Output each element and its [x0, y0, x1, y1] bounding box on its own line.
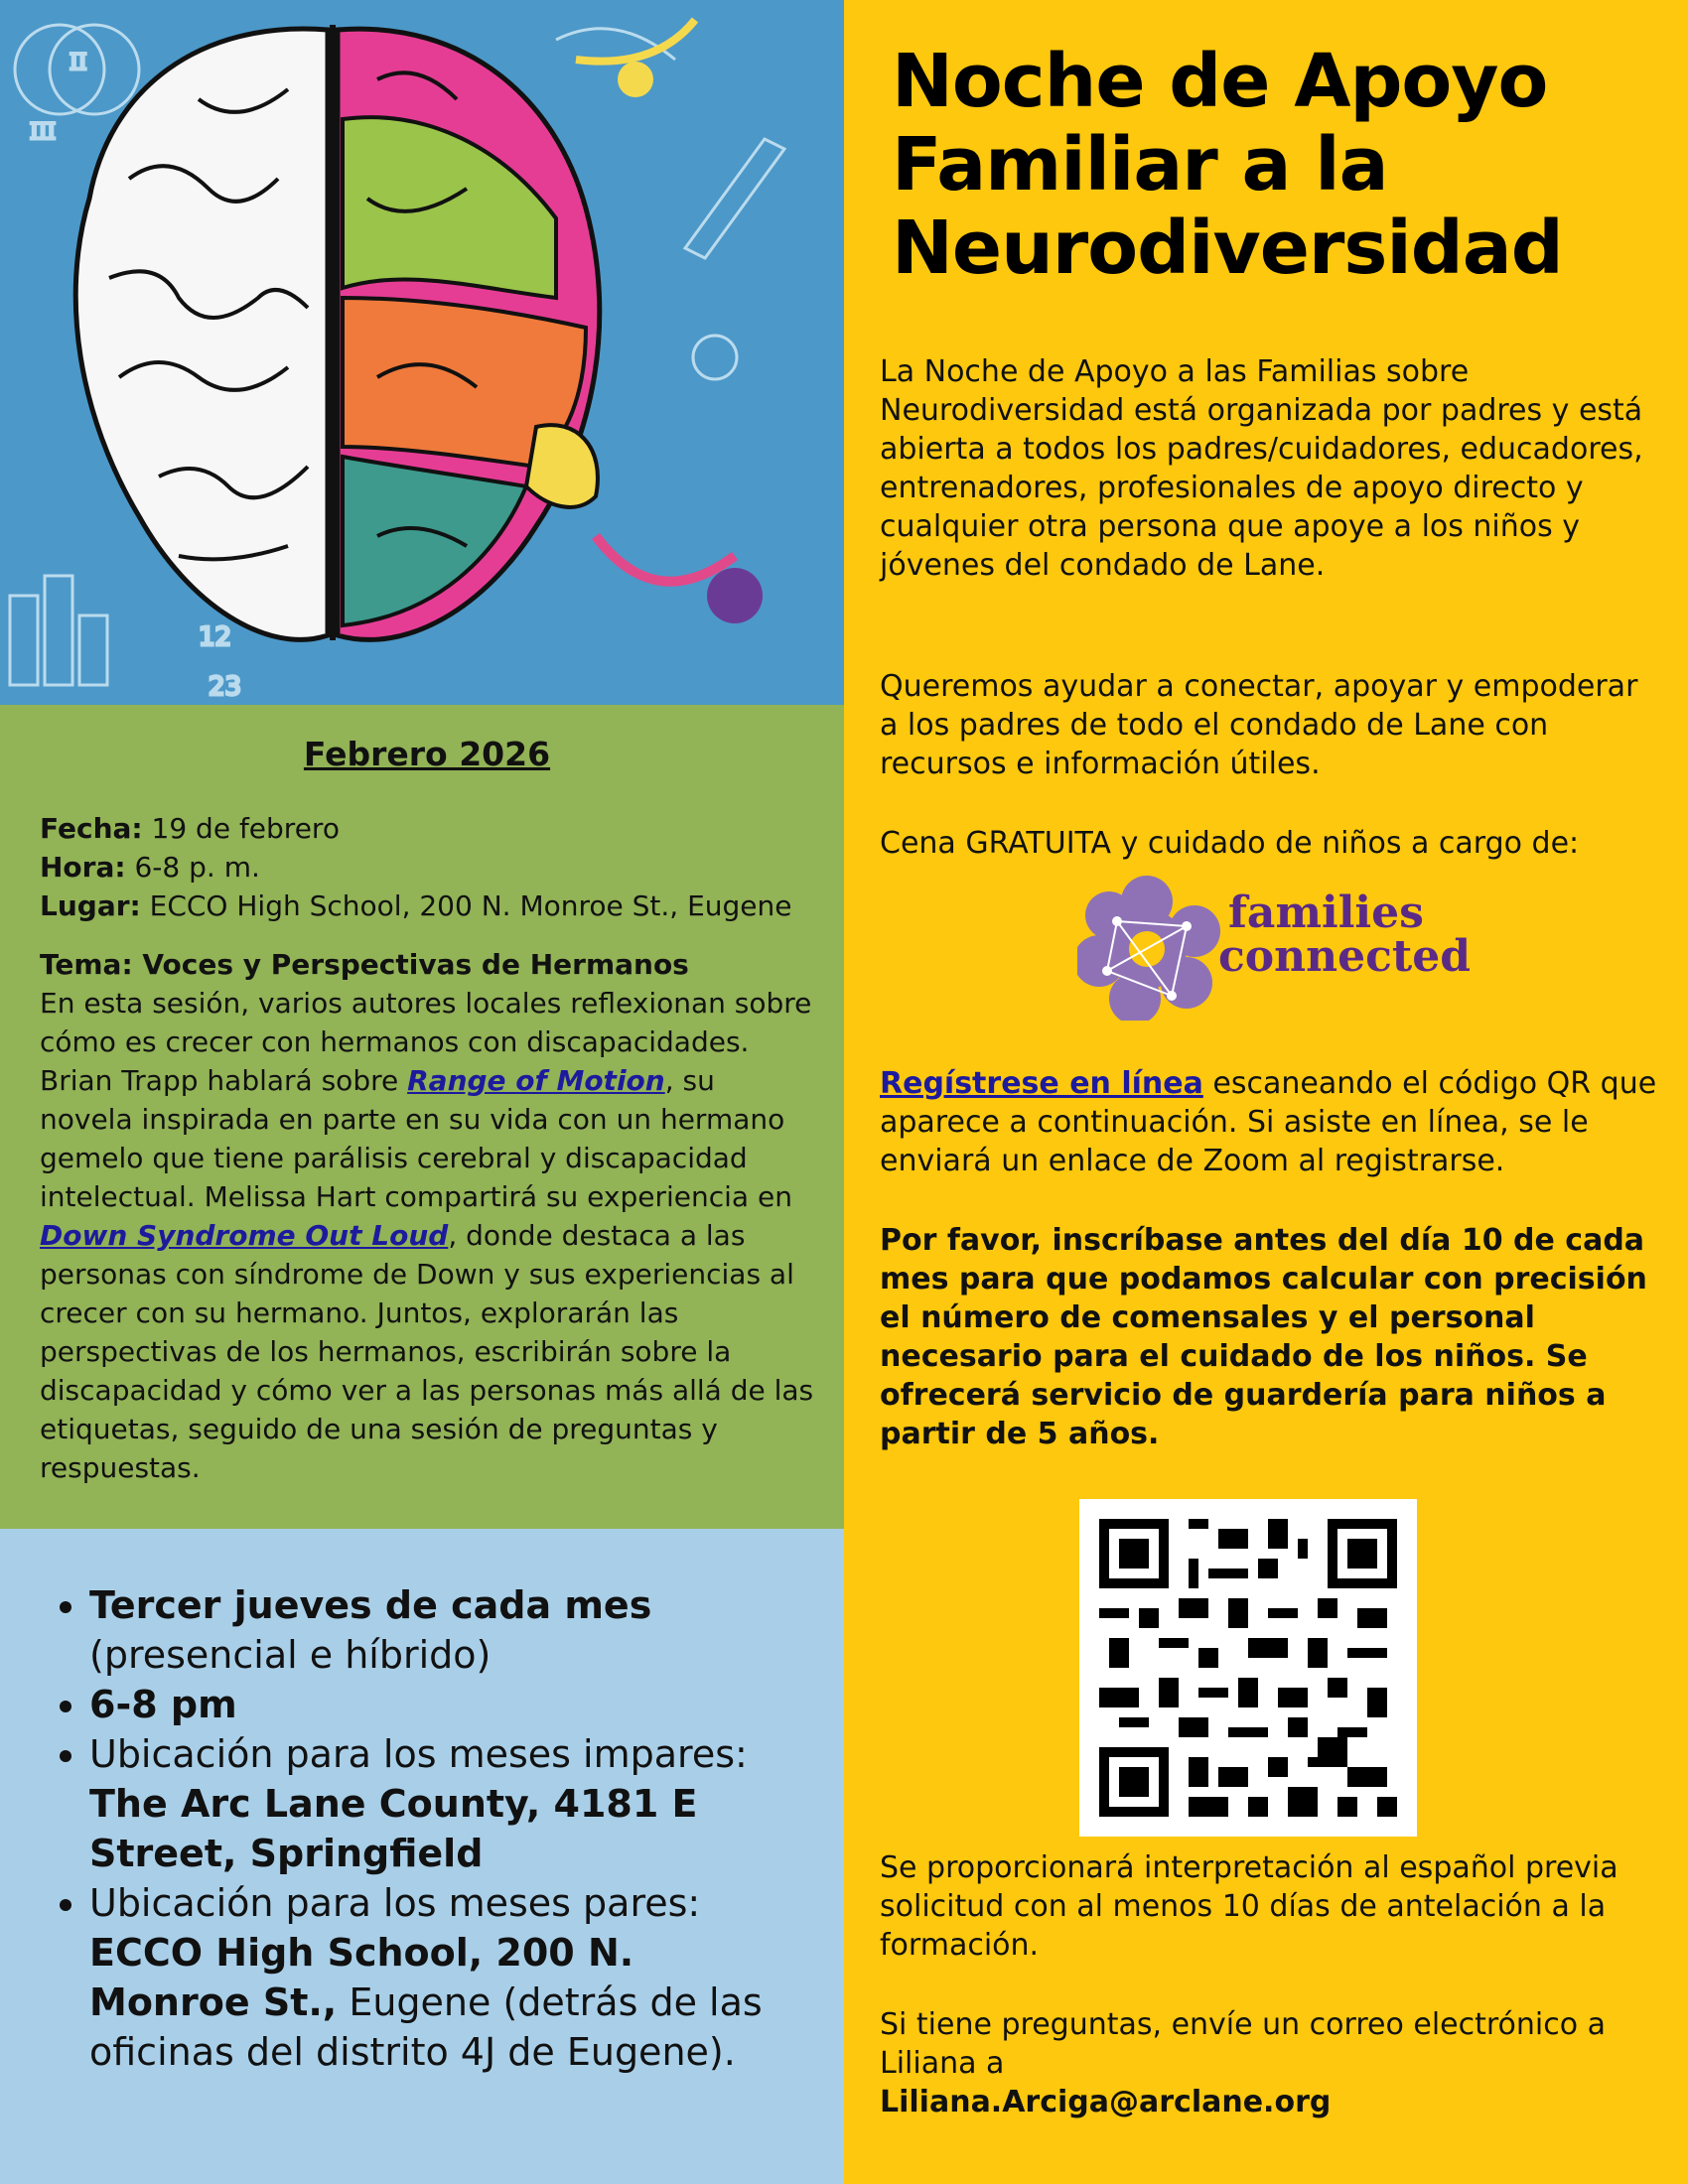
topic-desc-1: En esta sesión, varios autores locales reflexionan sobre cómo es crecer con hermanos con discapacidades. Brian Trapp hablará sobre [40, 987, 812, 1097]
mission-text: Queremos ayudar a conectar, apoyar y empoderar a los padres de todo el condado de Lane con recursos e información útiles. [880, 669, 1638, 781]
svg-text:II: II [70, 51, 87, 75]
svg-text:23: 23 [209, 672, 242, 702]
event-month: Febrero 2026 [303, 735, 551, 773]
register-online-link[interactable]: Regístrese en línea [880, 1066, 1203, 1101]
registration-qr-code[interactable] [1079, 1499, 1417, 1837]
event-info [40, 809, 814, 925]
time-label: Hora: [40, 851, 126, 884]
brain-illustration [0, 0, 844, 705]
register-instructions: escaneando el código QR que aparece a continuación. Si asiste en línea, se le enviará un enlace de Zoom al registrarse. [880, 1066, 1657, 1178]
logo-text-connected: connected [1218, 931, 1471, 982]
time-value: 6-8 p. m. [134, 851, 260, 884]
right-column [844, 0, 1688, 2184]
list-item [89, 1878, 804, 2077]
schedule-list [50, 1580, 804, 2077]
contact-email[interactable]: Liliana.Arciga@arclane.org [880, 2085, 1332, 2119]
list-item [89, 1680, 804, 1729]
down-syndrome-out-loud-link[interactable]: Down Syndrome Out Loud [40, 1219, 449, 1252]
place-value: ECCO High School, 200 N. Monroe St., Eugene [149, 889, 792, 922]
schedule-panel [0, 1529, 844, 2184]
list-item [89, 1729, 804, 1878]
questions-text: Si tiene preguntas, envíe un correo electrónico a Liliana a [880, 2007, 1607, 2081]
schedule-format: (presencial e híbrido) [89, 1633, 492, 1677]
page-title: Noche de Apoyo Familiar a la Neurodiversidad [892, 39, 1563, 291]
schedule-time: 6-8 pm [89, 1683, 237, 1726]
date-label: Fecha: [40, 812, 143, 845]
signup-notice: Por favor, inscríbase antes del día 10 de cada mes para que podamos calcular con precisión el número de comensales y el personal necesario para el cuidado de los niños. Se ofrecerá servicio de guardería para niños a partir de 5 años. [880, 1223, 1647, 1451]
svg-text:12: 12 [199, 622, 232, 652]
brain-image [0, 0, 844, 705]
event-details-panel [0, 705, 844, 1529]
schedule-frequency: Tercer jueves de cada mes [89, 1583, 652, 1627]
dinner-text: Cena GRATUITA y cuidado de niños a cargo de: [880, 826, 1580, 861]
even-months-note: Eugene (detrás de las oficinas del distrito 4J de Eugene). [89, 1980, 763, 2074]
topic-desc-3: , donde destaca a las personas con síndrome de Down y sus experiencias al crecer con su hermano. Juntos, explorarán las perspectivas de los hermanos, escribirán sobre la discapacidad y cómo ver a las personas más allá de las etiquetas, seguido de una sesión de preguntas y respuestas. [40, 1219, 814, 1484]
odd-months-location: The Arc Lane County, 4181 E Street, Springfield [89, 1782, 698, 1875]
topic-section [40, 945, 814, 1487]
intro-text: La Noche de Apoyo a las Familias sobre Neurodiversidad está organizada por padres y está abierta a todos los padres/cuidadores, educadores, entrenadores, profesionales de apoyo directo y cualquier otra persona que apoye a los niños y jóvenes del condado de Lane. [880, 354, 1643, 583]
register-text [880, 1064, 1664, 1180]
families-connected-logo [1077, 872, 1475, 1021]
topic-title: Tema: Voces y Perspectivas de Hermanos [40, 948, 689, 981]
range-of-motion-link[interactable]: Range of Motion [407, 1064, 665, 1097]
even-months-location: ECCO High School, 200 N. Monroe St., [89, 1931, 634, 2024]
place-label: Lugar: [40, 889, 141, 922]
interpretation-text: Se proporcionará interpretación al español previa solicitud con al menos 10 días de antelación a la formación. [880, 1850, 1618, 1963]
date-value: 19 de febrero [151, 812, 340, 845]
qr-code-icon [1079, 1499, 1417, 1837]
svg-text:III: III [30, 120, 57, 145]
logo-text-families: families [1228, 887, 1424, 938]
list-item [89, 1580, 804, 1680]
odd-months-label: Ubicación para los meses impares: [89, 1732, 748, 1776]
topic-desc-2: , su novela inspirada en parte en su vida con un hermano gemelo que tiene parálisis cerebral y discapacidad intelectual. Melissa Hart compartirá su experiencia en [40, 1064, 792, 1213]
even-months-label: Ubicación para los meses pares: [89, 1881, 701, 1925]
